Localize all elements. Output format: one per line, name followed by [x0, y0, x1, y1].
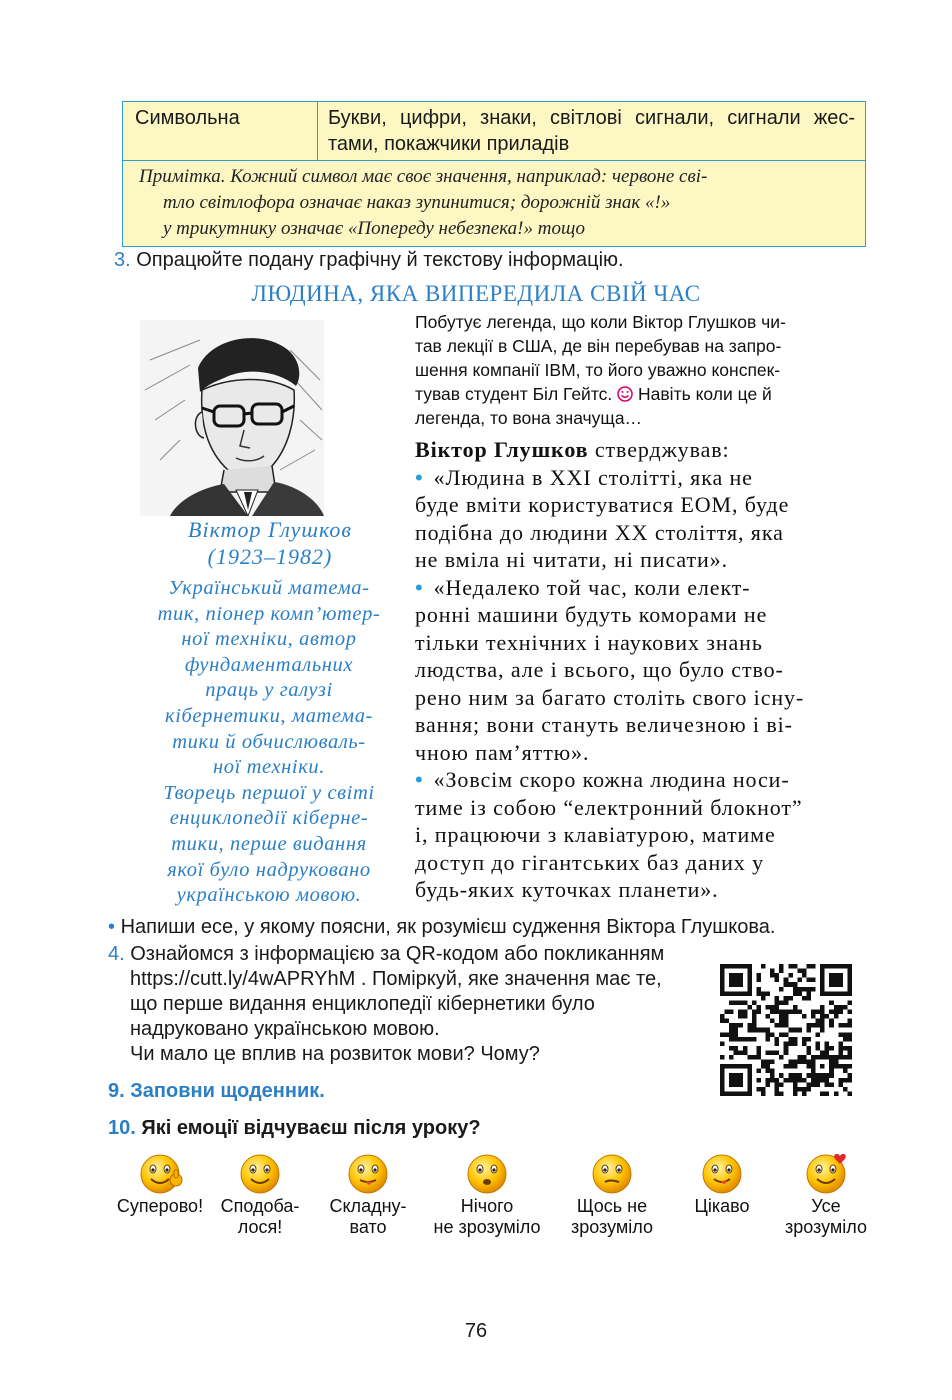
qr-code-icon[interactable] [720, 964, 852, 1096]
table-note: Примітка. Кожний символ має своє значення, наприклад: червоне сві- тло світлофора означає наказ зупинитися; дорожній знак «!» у трикутнику означає «Попереду небезпека!» тощо [139, 166, 708, 239]
emotion-label: Цікаво [694, 1196, 750, 1216]
article-title: ЛЮДИНА, ЯКА ВИПЕРЕДИЛА СВІЙ ЧАС [251, 281, 701, 306]
emotion-label: Щось не зрозуміло [570, 1196, 653, 1237]
task-9: 9. Заповни щоденник. [108, 1080, 325, 1102]
biography-text: Український матема- тик, піонер комп’ютер- ної техніки, автор фундаментальних праць у галузі кібернетики, матема- тики й обчислюваль- ної техніки. Творець першої у світі енциклопедії кіберне- тики, перше видання якої було надруковано українською мовою. [157, 577, 381, 907]
table-row [123, 102, 865, 161]
portrait-caption: Віктор Глушков (1923–1982) [188, 517, 352, 569]
emotion-label: Усе зрозуміло [784, 1196, 867, 1237]
emotion-label: Складну- вато [329, 1196, 407, 1237]
essay-task: • Напиши есе, у якому поясни, як розумієш судження Віктора Глушкова. [108, 916, 776, 938]
legend-paragraph: Побутує легенда, що коли Віктор Глушков чи- тав лекції в США, де він перебував на запро- шення компанії IBM, то його уважно конспек- тував студент Біл Гейтс. Навіть коли це й легенда, то вона значуща… [415, 312, 786, 428]
puzzled-face-icon[interactable] [588, 1150, 636, 1198]
thumbs-up-smiley-icon[interactable] [136, 1150, 184, 1198]
task4-link-line[interactable]: https://cutt.ly/4wAPRYhM . Поміркуй, яке значення має те, [130, 968, 662, 990]
glushkov-quotes: Віктор Глушков стверджував: • «Людина в XXI столітті, яка не буде вміти користуватися ЕОМ, буде подібна до людини XX століття, яка не вміла ні читати, ні писати». • «Недалеко той час, коли елект- ронні машини будуть коморами не тільки технічних і наукових знань людства, але і всього, що було ство- рено ним за багато століть свого існу- вання; вони стануть величезною і ві- чною пам’яттю». • «Зовсім скоро кожна людина носи- тиме із собою “електронний блокнот” і, працюючи з клавіатурою, матиме доступ до гігантських баз даних у будь-яких куточках планети». [415, 436, 847, 904]
heart-face-icon[interactable] [802, 1150, 850, 1198]
task-3: 3. Опрацюйте подану графічну й текстову інформацію. [114, 249, 624, 271]
emotion-label: Суперово! [116, 1196, 204, 1216]
quote-item: • «Людина в XXI столітті, яка не [415, 464, 753, 490]
quotes-intro: Віктор Глушков стверджував: [415, 437, 730, 462]
quote-item: • «Зовсім скоро кожна людина носи- [415, 767, 790, 792]
playful-face-icon[interactable] [698, 1150, 746, 1198]
smiley-icon [617, 386, 633, 402]
table-cell-examples: Букви, цифри, знаки, світлові сигнали, сигнали жес- тами, покажчики приладів [328, 107, 855, 155]
emotion-label: Сподоба- лося! [220, 1196, 300, 1237]
tongue-out-face-icon[interactable] [344, 1150, 392, 1198]
quote-item: • «Недалеко той час, коли елект- [415, 574, 751, 600]
symbol-table [122, 101, 866, 247]
table-cell-type: Символьна [123, 102, 318, 160]
smiling-face-icon[interactable] [236, 1150, 284, 1198]
portrait-sketch-icon [140, 320, 324, 516]
page-number: 76 [464, 1320, 488, 1342]
confused-face-icon[interactable] [463, 1150, 511, 1198]
task-4: 4. Ознайомся з інформацією за QR-кодом або покликанням https://cutt.ly/4wAPRYhM . Поміркуй, яке значення має те, що перше видання енциклопедії кібернетики було надруковано українською мовою. Чи мало це вплив на розвиток мови? Чому? [108, 943, 665, 1065]
task-10: 10. Які емоції відчуваєш після уроку? [108, 1117, 481, 1139]
emotion-label: Нічого не зрозуміло [433, 1196, 541, 1237]
